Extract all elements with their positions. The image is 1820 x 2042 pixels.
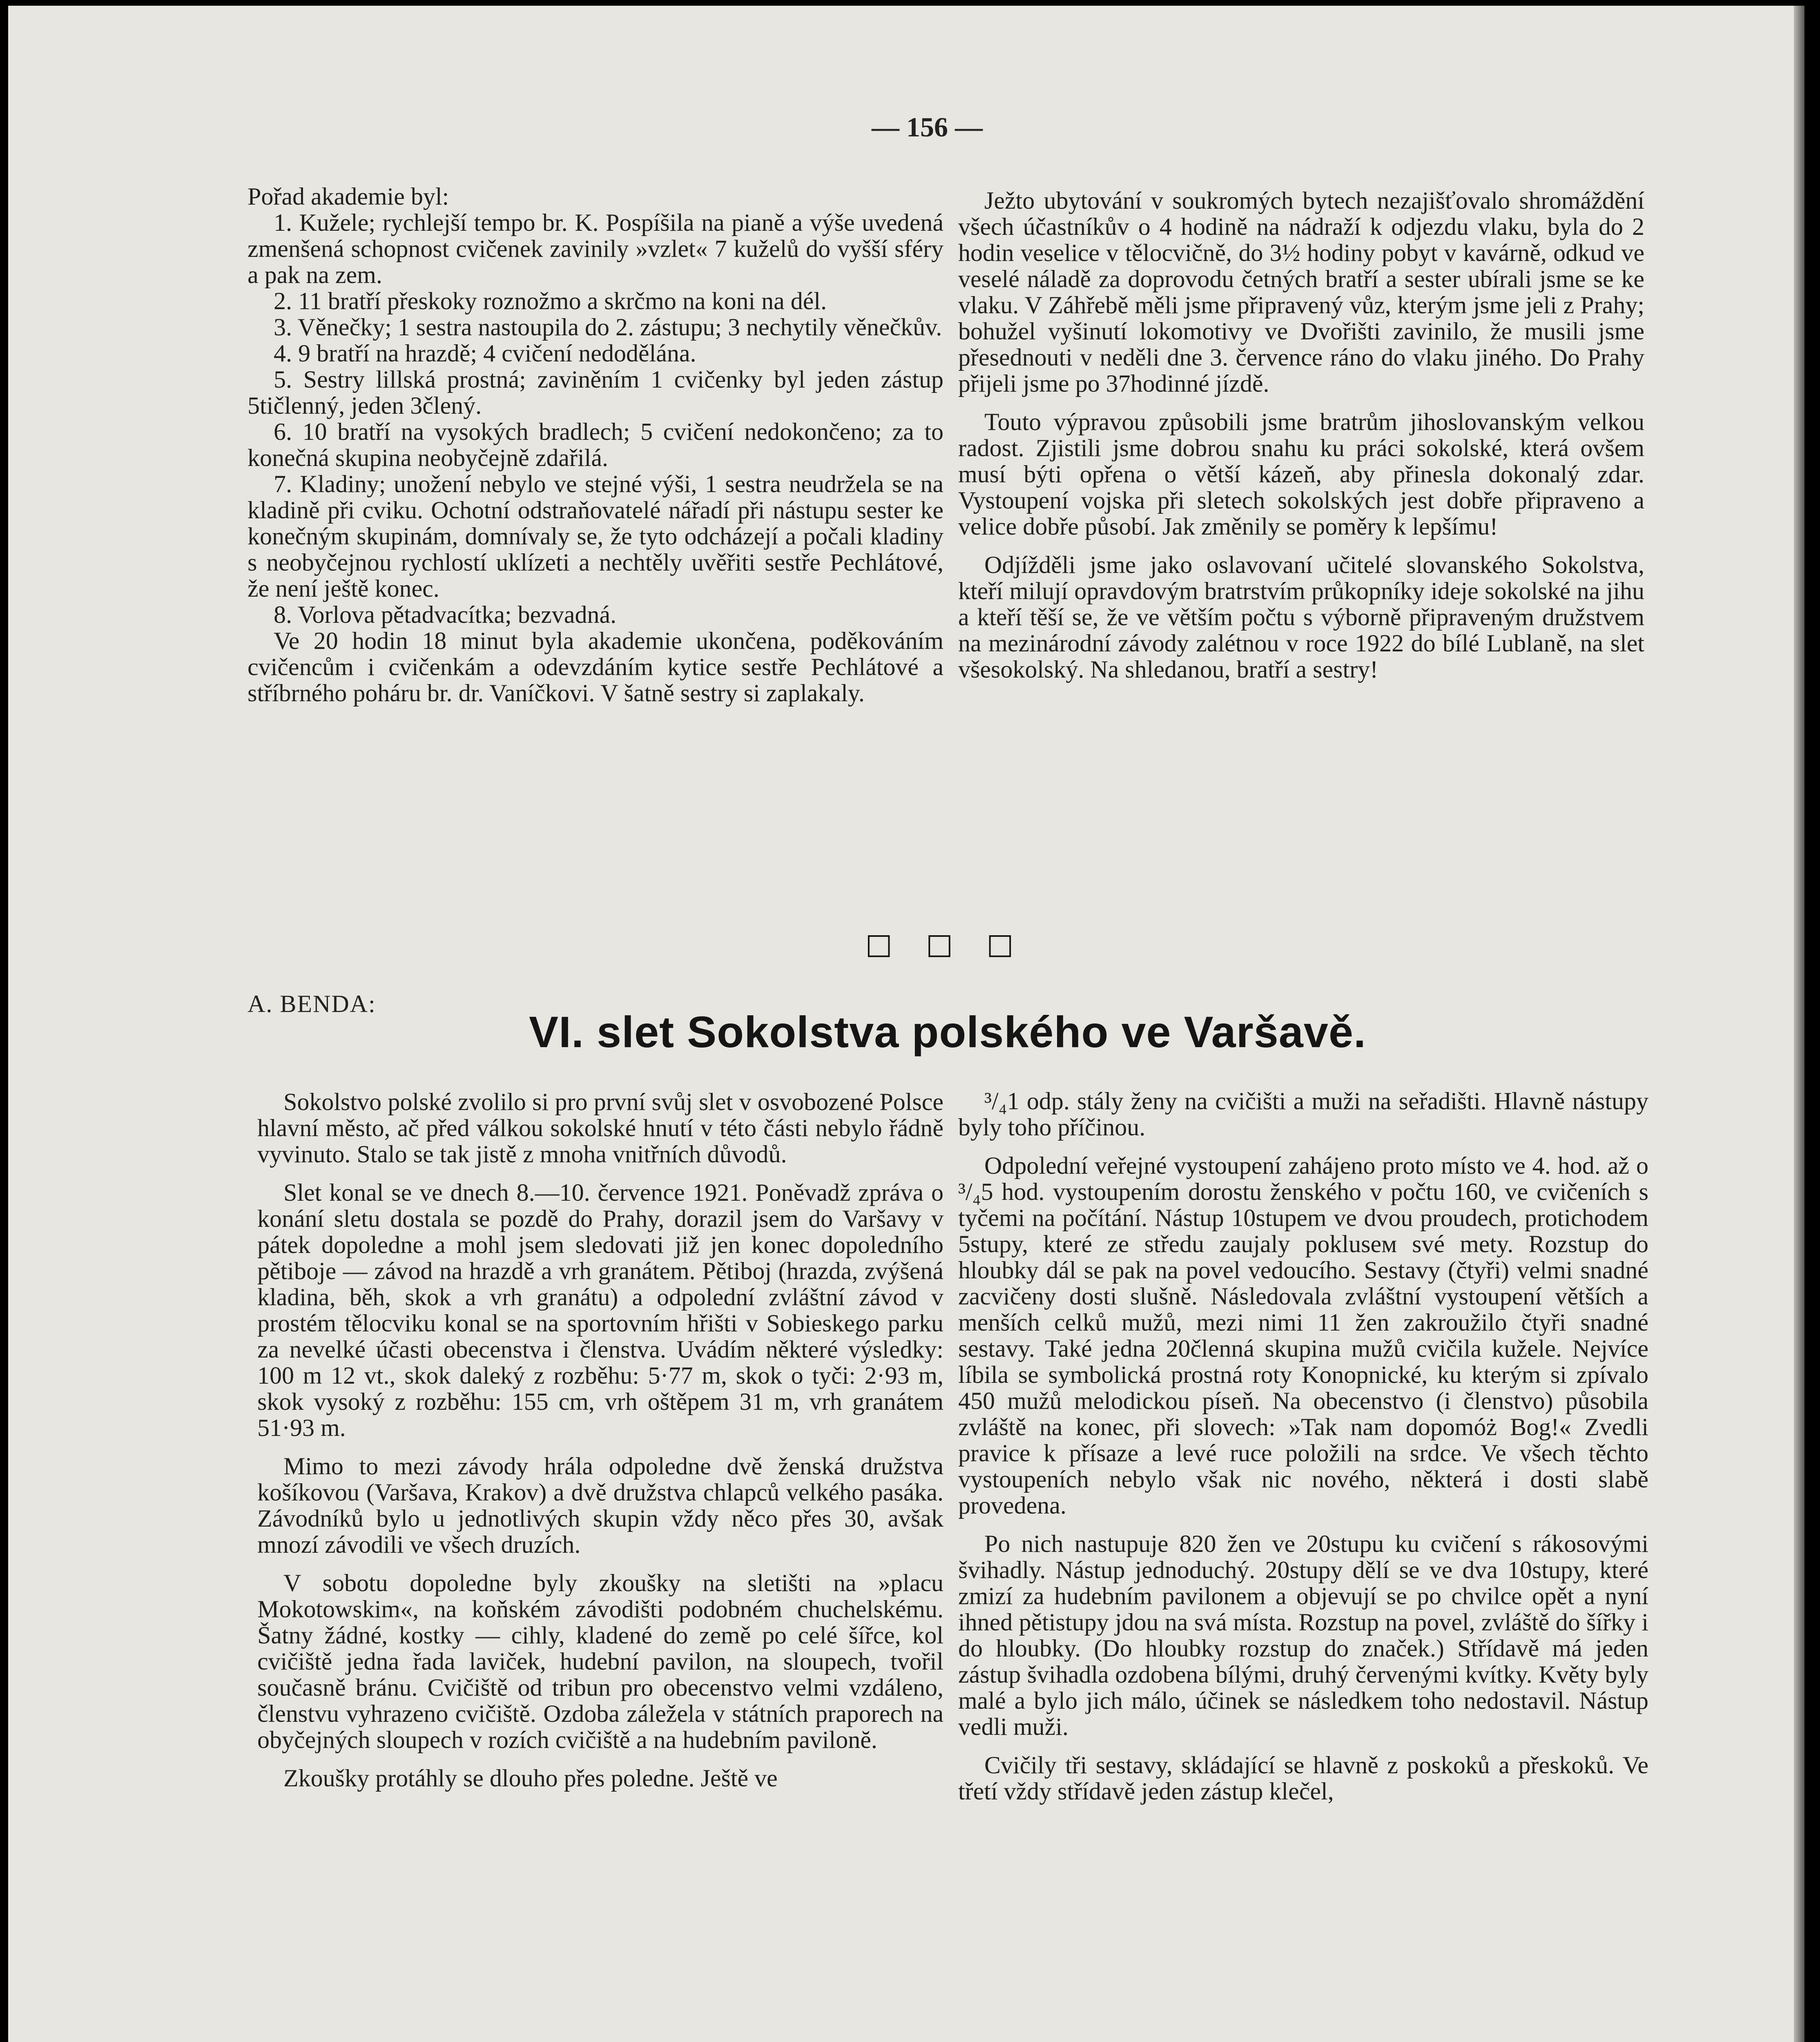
paragraph: Po nich nastupuje 820 žen ve 20stupu ku cvičení s rákosovými švihadly. Nástup jednoduchý. 20stupy dělí se ve dva 10stupy, které zmizí za hudebním pavilonem a objevují se po chvilce opět a nyní ihned pětistupy jdou na svá místa. Rozstup na povel, zvláště do šířky i do hloubky. (Do hloubky rozstup do značek.) Střídavě má jeden zástup švihadla ozdobena bílými, druhý červenými kvítky. Květy byly malé a bylo jich málo, účinek se následkem toho nedostavil. Nástup vedli muži. bbox=[958, 1530, 1648, 1740]
program-item: 1. Kužele; rychlejší tempo br. K. Pospíšila na pianě a výše uvedená zmenšená schopnost cvičenek zavinily »vzlet« 7 kuželů do vyšší sféry a pak na zem. bbox=[248, 209, 943, 288]
program-item: 5. Sestry lillská prostná; zaviněním 1 cvičenky byl jeden zástup 5tičlenný, jeden 3člený. bbox=[248, 366, 943, 419]
program-column bbox=[248, 183, 943, 718]
program-item: 8. Vorlova pětadvacítka; bezvadná. bbox=[274, 601, 617, 628]
article-title: VI. slet Sokolstva polského ve Varšavě. bbox=[529, 1007, 1367, 1057]
paragraph: Sokolstvo polské zvolilo si pro první svůj slet v osvobozené Polsce hlavní město, ač před válkou sokolské hnutí v této části nebylo řádně vyvinuto. Stalo se tak jistě z mnoha vnitřních důvodů. bbox=[257, 1088, 943, 1168]
paragraph: ³/₄1 odp. stály ženy na cvičišti a muži na seřadišti. Hlavně nástupy byly toho příčinou. bbox=[958, 1088, 1648, 1141]
paragraph: V sobotu dopoledne byly zkoušky na sletišti na »placu Mokotowskim«, na koňském závodišti podobném chuchelskému. Šatny žádné, kostky — cihly, kladené do země po celé šířce, kol cvičiště jedna řada laviček, hudební pavilon, na sloupech, tvořil současně bránu. Cvičiště od tribun pro obecenstvo velmi vzdáleno, členstvu vyhrazeno cvičiště. Ozdoba záležela v státních praporech na obyčejných sloupech v rozích cvičiště a na hudebním pavilonĕ. bbox=[257, 1569, 943, 1753]
paragraph: Mimo to mezi závody hrála odpoledne dvě ženská družstva košíkovou (Varšava, Krakov) a dvě družstva chlapců velkého pasáka. Závodníků bylo u jednotlivých skupin vždy něco přes 30, avšak mnozí závodili ve všech druzích. bbox=[257, 1453, 943, 1558]
paragraph: Odpolední veřejné vystoupení zahájeno proto místo ve 4. hod. až o ³/₄5 hod. vystoupením dorostu ženského v počtu 160, ve cvičeních s tyčemi na počítání. Nástup 10stupem ve dvou proudech, protichodem 5stupy, které ze středu zaujaly pokluseм své mety. Rozstup do hloubky dál se pak na povel vedoucího. Sestavy (čtyři) velmi snadné zacvičeny dosti slušně. Následovala zvláštní vystoupení větších a menších celků mužů, mezi nimi 11 žen zakroužilo čtyři snadné sestavy. Také jedna 20členná skupina mužů cvičila kužele. Nejvíce líbila se symbolická prostná roty Konopnické, ku kterým si zpívalo 450 mužů melodickou píseň. Na obecenstvo (i členstvo) působila zvláště na konec, při slovech: »Tak nam dopomóż Bog!« Zvedli pravice k přísaze a levé ruce položili na srdce. Ve všech těchto vystoupeních nebylo však nic nového, některá i dosti slabě provedena. bbox=[958, 1152, 1648, 1519]
page-edge-shadow bbox=[1794, 6, 1804, 2042]
program-heading: Pořad akademie byl: bbox=[248, 183, 449, 210]
program-item: 6. 10 bratří na vysokých bradlech; 5 cvičení nedokončeno; za to konečná skupina neobyčejně zdařilá. bbox=[248, 418, 943, 471]
program-closing: Ve 20 hodin 18 minut byla akademie ukončena, poděkováním cvičencům i cvičenkám a odevzdáním kytice sestře Pechlátové a stříbrného poháru br. dr. Vaníčkovi. V šatně sestry si zaplakaly. bbox=[248, 627, 943, 707]
program-item: 7. Kladiny; unožení nebylo ve stejné výši, 1 sestra neudržela se na kladině při cviku. Ochotní odstraňovatelé nářadí při nástupu sester ke konečným skupinám, domnívaly se, že tyto odcházejí a počali kladiny s neobyčejnou rychlostí uklízeti a nechtěly uvěřiti sestře Pechlátové, že není ještě konec. bbox=[248, 470, 943, 602]
section-separator: □ □ □ bbox=[865, 927, 1026, 961]
article-author: A. BENDA: bbox=[248, 990, 376, 1017]
scanned-page bbox=[8, 6, 1804, 2042]
paragraph: Touto výpravou způsobili jsme bratrům jihoslovanským velkou radost. Zjistili jsme dobrou snahu ku práci sokolské, která ovšem musí býti opřena o větší kázeň, aby přinesla dokonalý zdar. Vystoupení vojska při sletech sokolských jest dobře připraveno a velice dobře působí. Jak změnily se poměry k lepšímu! bbox=[958, 408, 1644, 540]
article-left-column bbox=[257, 1089, 943, 1803]
program-list bbox=[248, 210, 943, 628]
program-item: 2. 11 bratří přeskoky roznožmo a skrčmo na koni na dél. bbox=[274, 288, 827, 314]
program-item: 3. Věnečky; 1 sestra nastoupila do 2. zástupu; 3 nechytily věnečkův. bbox=[274, 314, 942, 341]
report-column bbox=[958, 187, 1644, 695]
paragraph: Odjížděli jsme jako oslavovaní učitelé slovanského Sokolstva, kteří milují opravdovým bratrstvím průkopníky ideje sokolské na jihu a kteří těší se, že ve větším počtu s výborně připraveným družstvem na mezinárodní závody zalétnou v roce 1922 do bílé Lublaně, na slet všesokolský. Na shledanou, bratří a sestry! bbox=[958, 551, 1644, 683]
paragraph: Zkoušky protáhly se dlouho přes poledne. Ještě ve bbox=[283, 1765, 778, 1792]
page-number: — 156 — bbox=[872, 111, 983, 143]
paragraph: Ježto ubytování v soukromých bytech nezajišťovalo shromáždění všech účastníkův o 4 hodině na nádraží k odjezdu vlaku, byla do 2 hodin veselice v tělocvičně, do 3½ hodiny pobyt v kavárně, odkud ve veselé náladě za doprovodu četných bratří a sester ubírali jsme se ke vlaku. V Záhřebě měli jsme připravený vůz, kterým jsme jeli z Prahy; bohužel vyšinutí lokomotivy ve Dvořišti zavinilo, že musili jsme přesednouti v neděli dne 3. července ráno do vlaku jiného. Do Prahy přijeli jsme po 37hodinné jízdě. bbox=[958, 187, 1644, 397]
paragraph: Slet konal se ve dnech 8.—10. července 1921. Poněvadž zpráva o konání sletu dostala se pozdě do Prahy, dorazil jsem do Varšavy v pátek dopoledne a mohl jsem sledovati již jen konec dopoledního pětiboje — závod na hrazdě a vrh granátem. Pětiboj (hrazda, zvýšená kladina, běh, skok a vrh granátu) a odpolední zvláštní závod v prostém tělocviku konal se na sportovním hřišti v Sobieskego parku za nevelké účasti obecenstva i členstva. Uvádím některé výsledky: 100 m 12 vt., skok daleký z rozběhu: 5·77 m, skok o tyči: 2·93 m, skok vysoký z rozběhu: 155 cm, vrh oštěpem 31 m, vrh granátem 51·93 m. bbox=[257, 1179, 943, 1441]
program-item: 4. 9 bratří na hrazdě; 4 cvičení nedodělána. bbox=[274, 340, 696, 367]
article-right-column bbox=[958, 1088, 1648, 1817]
paragraph: Cvičily tři sestavy, skládající se hlavně z poskoků a přeskoků. Ve třetí vždy střídavě jeden zástup klečel, bbox=[958, 1752, 1648, 1805]
